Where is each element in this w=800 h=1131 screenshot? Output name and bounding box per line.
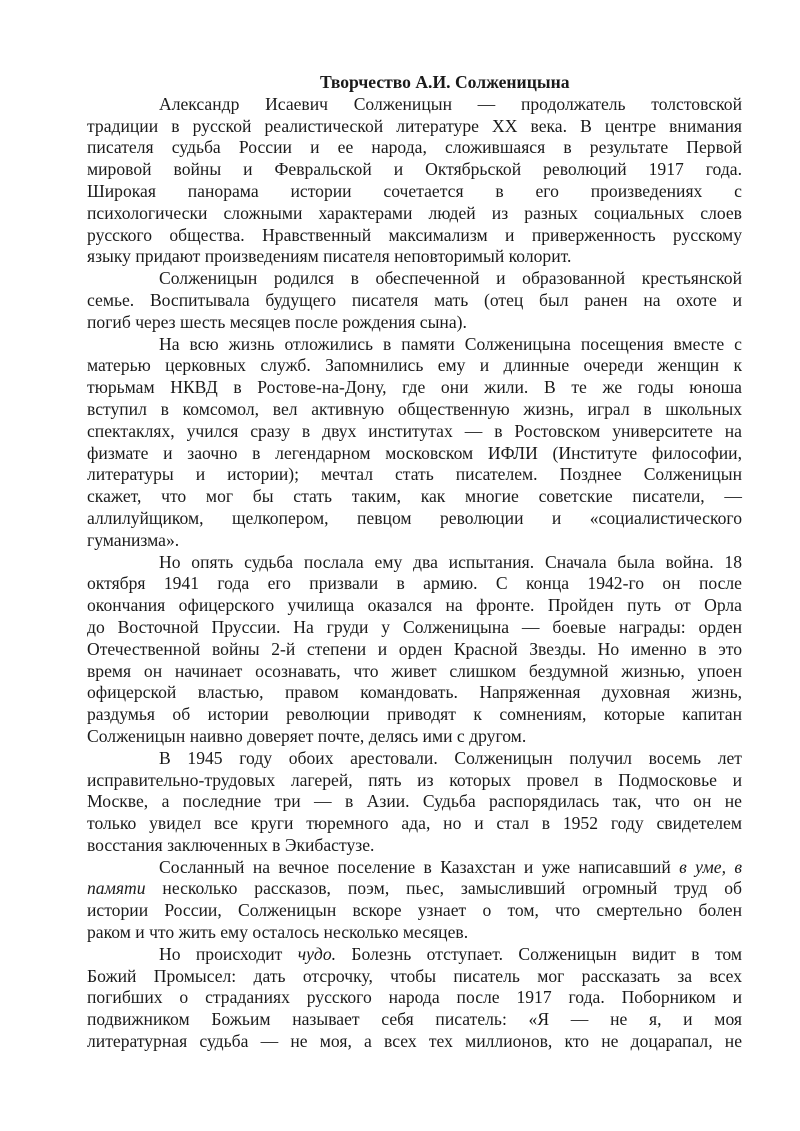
- text-line: Москве, а последние три — в Азии. Судьба распорядилась так, что он не: [87, 791, 742, 812]
- text-line: русского общества. Нравственный максимализм и приверженность русскому: [87, 224, 742, 245]
- text-line: скажет, что мог бы стать таким, как многие советские писатели, —: [87, 486, 742, 507]
- text-line: аллилуйщиком, щелкопером, певцом революции и «социалистического: [87, 507, 742, 528]
- text-line: раком и что жить ему осталось несколько месяцев.: [87, 922, 469, 943]
- text-line: матерью церковных служб. Запомнились ему и длинные очереди женщин к: [87, 355, 742, 376]
- text-line: Божий Промысел: дать отсрочку, чтобы писатель мог рассказать за всех: [87, 965, 742, 986]
- text-line: физмате и заочно в легендарном московском ИФЛИ (Институте философии,: [87, 442, 742, 463]
- paragraph-2: [0, 268, 800, 333]
- text-line: Но опять судьба послала ему два испытания. Сначала была война. 18: [159, 551, 742, 572]
- text-line: истории России, Солженицын вскоре узнает о том, что смертельно болен: [87, 900, 742, 921]
- text-line: Солженицын наивно доверяет почте, делясь ими с другом.: [87, 725, 527, 746]
- italic-segment: памяти: [87, 878, 146, 899]
- paragraph-6: [0, 857, 800, 944]
- text-line: раздумья об истории революции приводят к сомнениям, которые капитан: [87, 704, 742, 725]
- text-line: языку придают произведениям писателя неповторимый колорит.: [87, 246, 572, 267]
- text-line: исправительно-трудовых лагерей, пять из которых провел в Подмосковье и: [87, 769, 742, 790]
- text-line: психологически сложными характерами людей из разных социальных слоев: [87, 202, 742, 223]
- text-line: семье. Воспитывала будущего писателя мать (отец был ранен на охоте и: [87, 289, 742, 310]
- text-line: Отечественной войны 2-й степени и орден Красной Звезды. Но именно в это: [87, 638, 742, 659]
- text-line: подвижником Божьим называет себя писатель: «Я — не я, и моя: [87, 1009, 742, 1030]
- paragraph-1: [0, 94, 800, 268]
- text-line: тюрьмам НКВД в Ростове-на-Дону, где они жили. В те же годы юноша: [87, 377, 742, 398]
- text-line: время он начинает осознавать, что живет слишком бездумной жизнью, упоен: [87, 660, 742, 681]
- text-line: вступил в комсомол, вел активную общественную жизнь, играл в школьных: [87, 398, 742, 419]
- text-line: офицерской властью, правом командовать. Напряженная духовная жизнь,: [87, 682, 742, 703]
- text-line: только увидел все круги тюремного ада, но и стал в 1952 году свидетелем: [87, 813, 742, 834]
- text-segment: Но происходит: [159, 943, 298, 964]
- text-line: октября 1941 года его призвали в армию. С конца 1942-го он после: [87, 573, 742, 594]
- text-line: восстания заключенных в Экибастузе.: [87, 834, 375, 855]
- text-line: Солженицын родился в обеспеченной и образованной крестьянской: [159, 268, 742, 289]
- document-body: [0, 72, 800, 1053]
- text-line: [159, 857, 742, 879]
- text-line: литературная судьба — не моя, а всех тех миллионов, кто не доцарапал, не: [87, 1031, 742, 1052]
- paragraph-3: [0, 334, 800, 552]
- text-line: гуманизма».: [87, 529, 180, 550]
- text-line: мировой войны и Февральской и Октябрьской революций 1917 года.: [87, 159, 742, 180]
- paragraph-4: [0, 552, 800, 748]
- italic-segment: чудо.: [297, 943, 337, 964]
- text-line: спектаклях, учился сразу в двух институтах — в Ростовском университете на: [87, 420, 742, 441]
- text-line: Александр Исаевич Солженицын — продолжатель толстовской: [159, 93, 742, 114]
- text-line: писателя судьба России и ее народа, сложившаяся в результате Первой: [87, 137, 742, 158]
- text-line: погиб через шесть месяцев после рождения сына).: [87, 311, 467, 332]
- text-segment: несколько рассказов, поэм, пьес, замысливший огромный труд об: [145, 878, 742, 899]
- paragraph-5: [0, 748, 800, 857]
- text-line: [159, 944, 742, 966]
- paragraph-7: [0, 944, 800, 1053]
- text-line: В 1945 году обоих арестовали. Солженицын получил восемь лет: [159, 747, 742, 768]
- text-segment: Сосланный на вечное поселение в Казахстан и уже написавший: [159, 856, 680, 877]
- text-line: На всю жизнь отложились в памяти Солженицына посещения вместе с: [159, 333, 742, 354]
- text-line: Широкая панорама истории сочетается в его произведениях с: [87, 180, 742, 201]
- text-line: погибших о страданиях русского народа после 1917 года. Поборником и: [87, 987, 742, 1008]
- text-line: [87, 878, 742, 900]
- text-line: до Восточной Пруссии. На груди у Солженицына — боевые награды: орден: [87, 616, 742, 637]
- text-line: традиции в русской реалистической литературе XX века. В центре внимания: [87, 115, 742, 136]
- italic-segment: в уме, в: [679, 856, 742, 877]
- text-line: окончания офицерского училища оказался на фронте. Пройден путь от Орла: [87, 595, 742, 616]
- text-line: литературы и истории); мечтал стать писателем. Позднее Солженицын: [87, 464, 742, 485]
- document-title: Творчество А.И. Солженицына: [320, 72, 570, 92]
- text-segment: Болезнь отступает. Солженицын видит в том: [336, 943, 742, 964]
